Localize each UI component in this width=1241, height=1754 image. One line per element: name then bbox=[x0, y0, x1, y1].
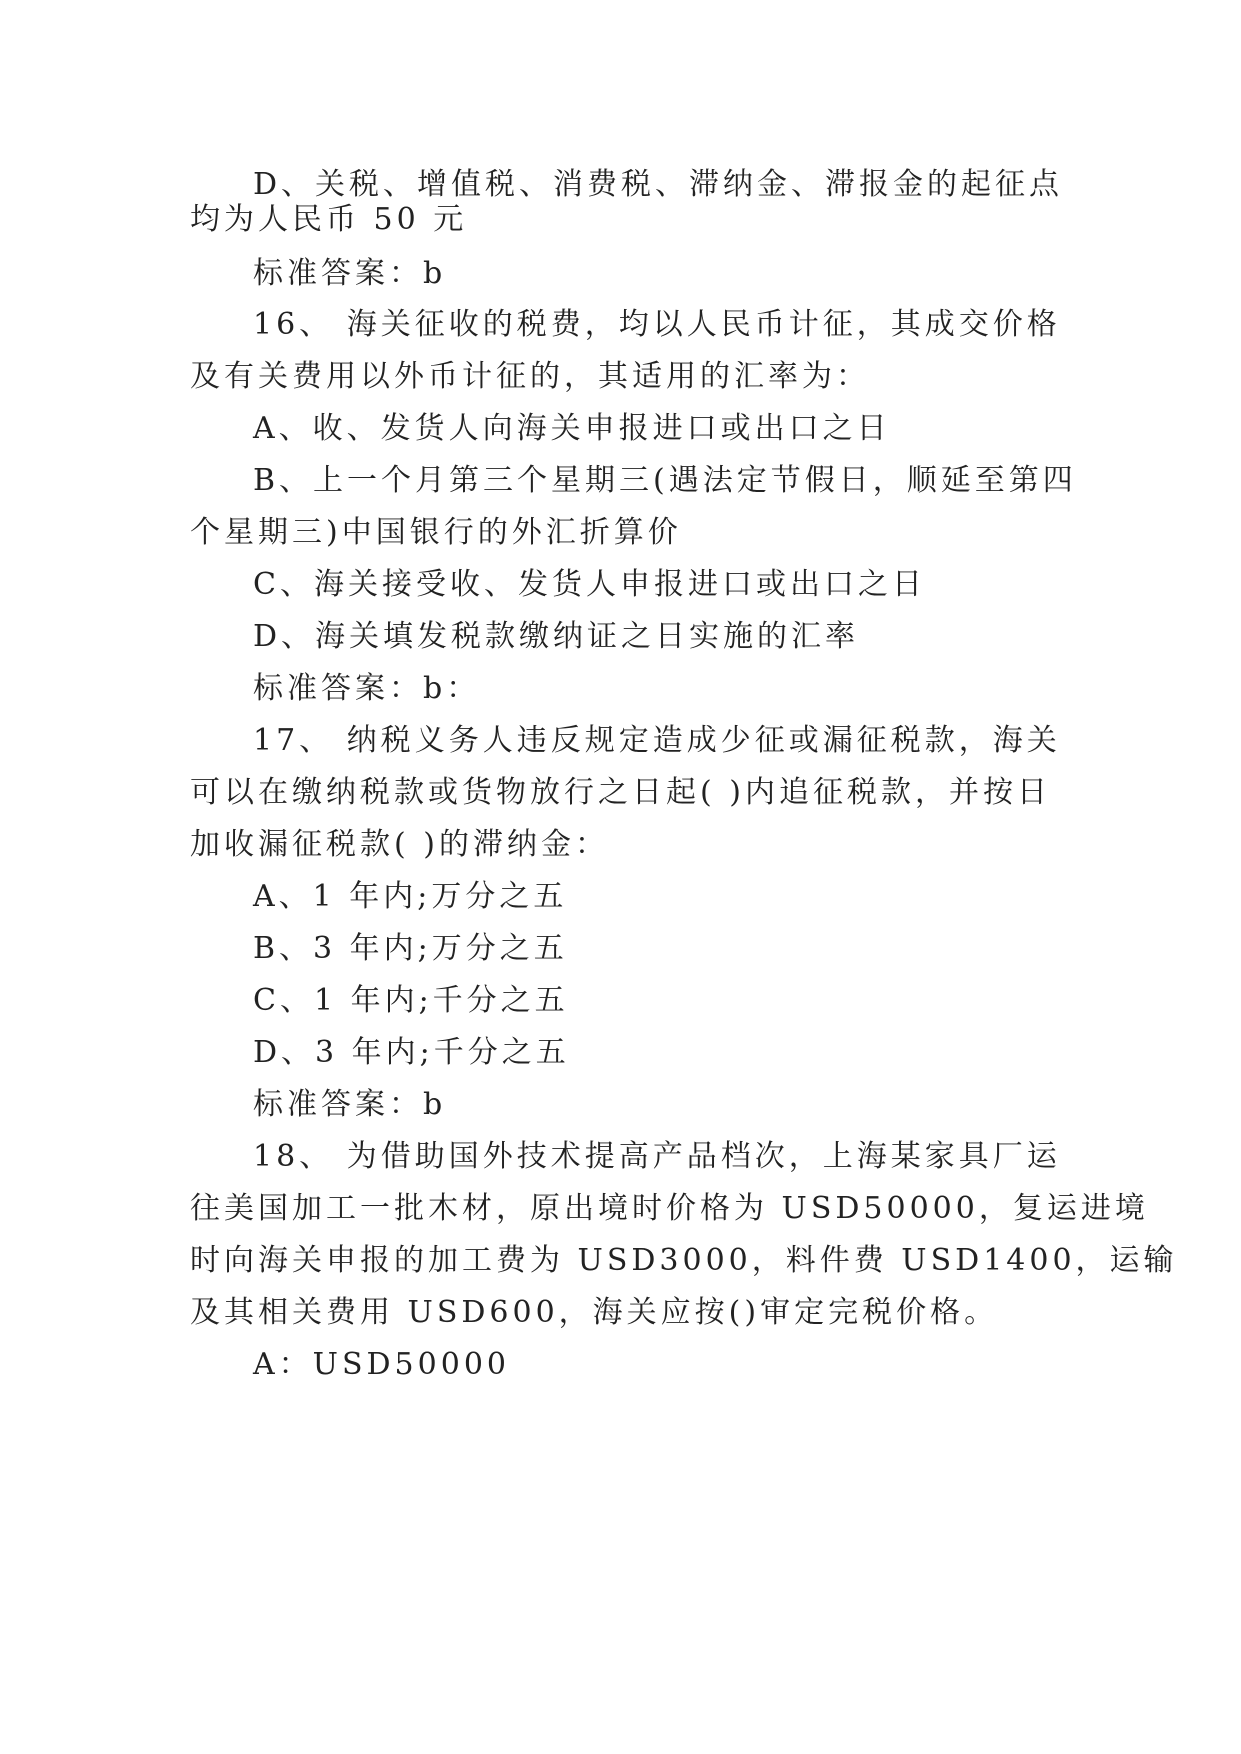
q16-option-d: D、海关填发税款缴纳证之日实施的汇率 bbox=[253, 619, 860, 654]
question-18-line-2: 往美国加工一批木材，原出境时价格为 USD50000，复运进境 bbox=[190, 1191, 1149, 1226]
q17-option-c: C、1 年内;千分之五 bbox=[253, 983, 569, 1018]
question-16-line-1: 16、 海关征收的税费，均以人民币计征，其成交价格 bbox=[253, 307, 1061, 342]
q17-option-d: D、3 年内;千分之五 bbox=[253, 1035, 570, 1070]
q17-option-a: A、1 年内;万分之五 bbox=[253, 879, 568, 914]
question-18-line-4: 及其相关费用 USD600，海关应按()审定完税价格。 bbox=[190, 1295, 999, 1330]
q16-option-b-line-2: 个星期三)中国银行的外汇折算价 bbox=[190, 515, 682, 550]
q18-option-a: A：USD50000 bbox=[253, 1347, 510, 1382]
q16-option-b-line-1: B、上一个月第三个星期三(遇法定节假日，顺延至第四 bbox=[253, 463, 1077, 498]
q17-option-b: B、3 年内;万分之五 bbox=[253, 931, 568, 966]
answer-17: 标准答案：b bbox=[253, 1087, 447, 1122]
q16-option-c: C、海关接受收、发货人申报进口或出口之日 bbox=[253, 567, 926, 602]
question-17-line-1: 17、 纳税义务人违反规定造成少征或漏征税款，海关 bbox=[253, 723, 1061, 758]
question-18-line-1: 18、 为借助国外技术提高产品档次，上海某家具厂运 bbox=[253, 1139, 1061, 1174]
question-17-line-3: 加收漏征税款( )的滞纳金： bbox=[190, 827, 609, 862]
option-d-line-1: D、关税、增值税、消费税、滞纳金、滞报金的起征点 bbox=[253, 167, 1064, 202]
answer-15: 标准答案：b bbox=[253, 256, 447, 291]
answer-16: 标准答案：b： bbox=[253, 671, 481, 706]
question-17-line-2: 可以在缴纳税款或货物放行之日起( )内追征税款，并按日 bbox=[190, 775, 1051, 810]
option-d-line-2: 均为人民币 50 元 bbox=[190, 202, 468, 237]
question-16-line-2: 及有关费用以外币计征的，其适用的汇率为： bbox=[190, 359, 870, 394]
q16-option-a: A、收、发货人向海关申报进口或出口之日 bbox=[253, 411, 891, 446]
question-18-line-3: 时向海关申报的加工费为 USD3000，料件费 USD1400，运输 bbox=[190, 1243, 1178, 1278]
